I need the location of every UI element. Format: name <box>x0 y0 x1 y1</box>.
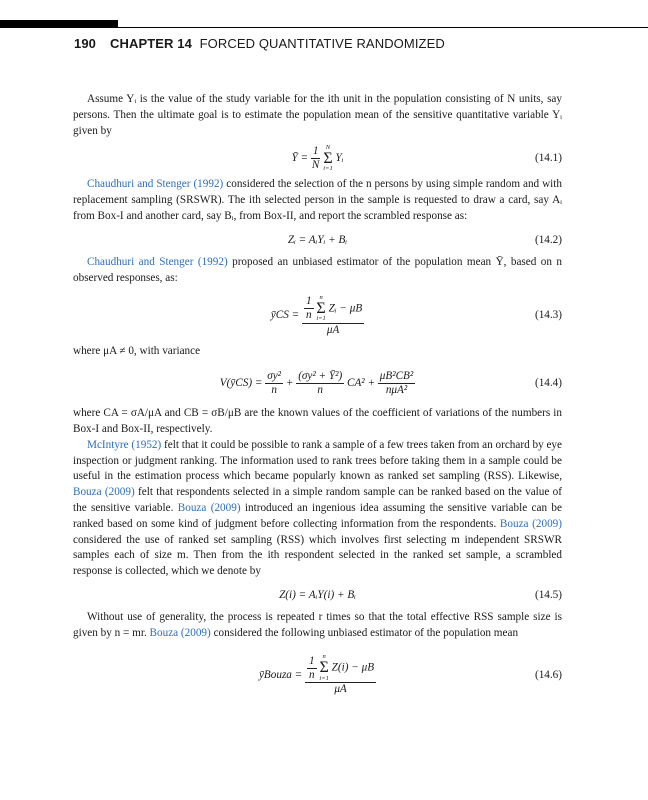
equation-number: (14.3) <box>534 309 562 322</box>
summation-sign: N Σ i=1 <box>323 144 333 173</box>
equation-14-1: Ȳ = $\frac{1}{N}$ N Σ i=1 Yᵢ (14.1) <box>73 139 562 177</box>
page-body <box>73 92 562 708</box>
equation-number: (14.2) <box>534 233 562 246</box>
citation-link[interactable]: Chaudhuri and Stenger (1992) <box>87 255 228 268</box>
equation-14-4: V(ȳCS) = $\frac{\text{σy²}}{n}$ + $\frac{\text{(σy² + Ȳ²)}}{n}$ CA² + $\frac{\text{μB²CB²}}{\text{nμA²}}$ (14.4) <box>73 360 562 406</box>
header-rule <box>0 27 648 28</box>
citation-link[interactable]: McIntyre (1952) <box>87 438 162 451</box>
paragraph-5: where CA = σA/μA and CB = σB/μB are the known values of the coefficient of variations of the numbers in Box-I and Box-II, respectively. <box>73 407 562 435</box>
equation-14-3: ȳCS = $\frac{1}{n}$ n Σ i=1 Zᵢ − μB μA (14.3) <box>73 286 562 344</box>
equation-14-6: ȳBouza = $\frac{1}{n}$ n Σ i=1 Z(i) − μB μA (14.6) <box>73 642 562 708</box>
citation-link[interactable]: Bouza (2009) <box>499 517 562 530</box>
equation-14-5: Z(i) = AᵢY(i) + Bᵢ (14.5) <box>73 580 562 610</box>
equation-14-2: Zᵢ = AᵢYᵢ + Bᵢ (14.2) <box>73 225 562 255</box>
page-number: 190 <box>74 36 96 51</box>
paragraph-4: where μA ≠ 0, with variance <box>73 345 201 358</box>
equation-number: (14.1) <box>534 152 562 165</box>
paragraph-7: Without use of generality, the process is repeated r times so that the total effective RSS sample size is given by n = mr. Bouza (2009) considered the following unbiased estimator of the population mean <box>73 610 562 639</box>
paragraph-3: Chaudhuri and Stenger (1992) proposed an unbiased estimator of the population mean Ȳ, based on n observed responses, as: <box>73 255 562 284</box>
citation-link[interactable]: Chaudhuri and Stenger (1992) <box>87 178 224 191</box>
paragraph-1: Assume Yᵢ is the value of the study variable for the ith unit in the population consisting of N units, say persons. Then the ultimate goal is to estimate the population mean of the sensitive quantitative variable Yᵢ given by <box>73 93 562 137</box>
paragraph-2: Chaudhuri and Stenger (1992) considered the selection of the n persons by using simple random and with replacement sampling (SRSWR). The ith selected person in the sample is requested to draw a card, say Aᵢ from Box-I and another card, say Bᵢ, from Box-II, and report the scrambled response as: <box>73 178 562 222</box>
paragraph-6: McIntyre (1952) felt that it could be possible to rank a sample of a few trees taken from an orchard by eye inspection or judgment ranking. The information used to rank trees before taking them in a sample could be useful in the estimation process which became popularly known as ranked set sampling (RSS). Likewise, Bouza (2009) felt that respondents selected in a simple random sample can be ranked based on the value of the sensitive variable. Bouza (2009) introduced an ingenious idea assuming the sensitive variable can be ranked based on some kind of judgment before collecting information from the respondents. Bouza (2009) considered the use of ranked set sampling (RSS) which involves first selecting m independent SRSWR samples each of size m. Then from the ith respondent selected in the ranked set sample, a scrambled response is collected, which we denote by <box>73 438 562 578</box>
equation-number: (14.6) <box>534 668 562 681</box>
citation-link[interactable]: Bouza (2009) <box>177 501 241 514</box>
citation-link[interactable]: Bouza (2009) <box>149 626 211 639</box>
running-header <box>74 36 445 51</box>
citation-link[interactable]: Bouza (2009) <box>73 486 135 499</box>
equation-number: (14.4) <box>534 377 562 390</box>
chapter-label: CHAPTER 14 <box>110 36 192 51</box>
equation-number: (14.5) <box>534 588 562 601</box>
chapter-title: FORCED QUANTITATIVE RANDOMIZED <box>199 36 445 51</box>
